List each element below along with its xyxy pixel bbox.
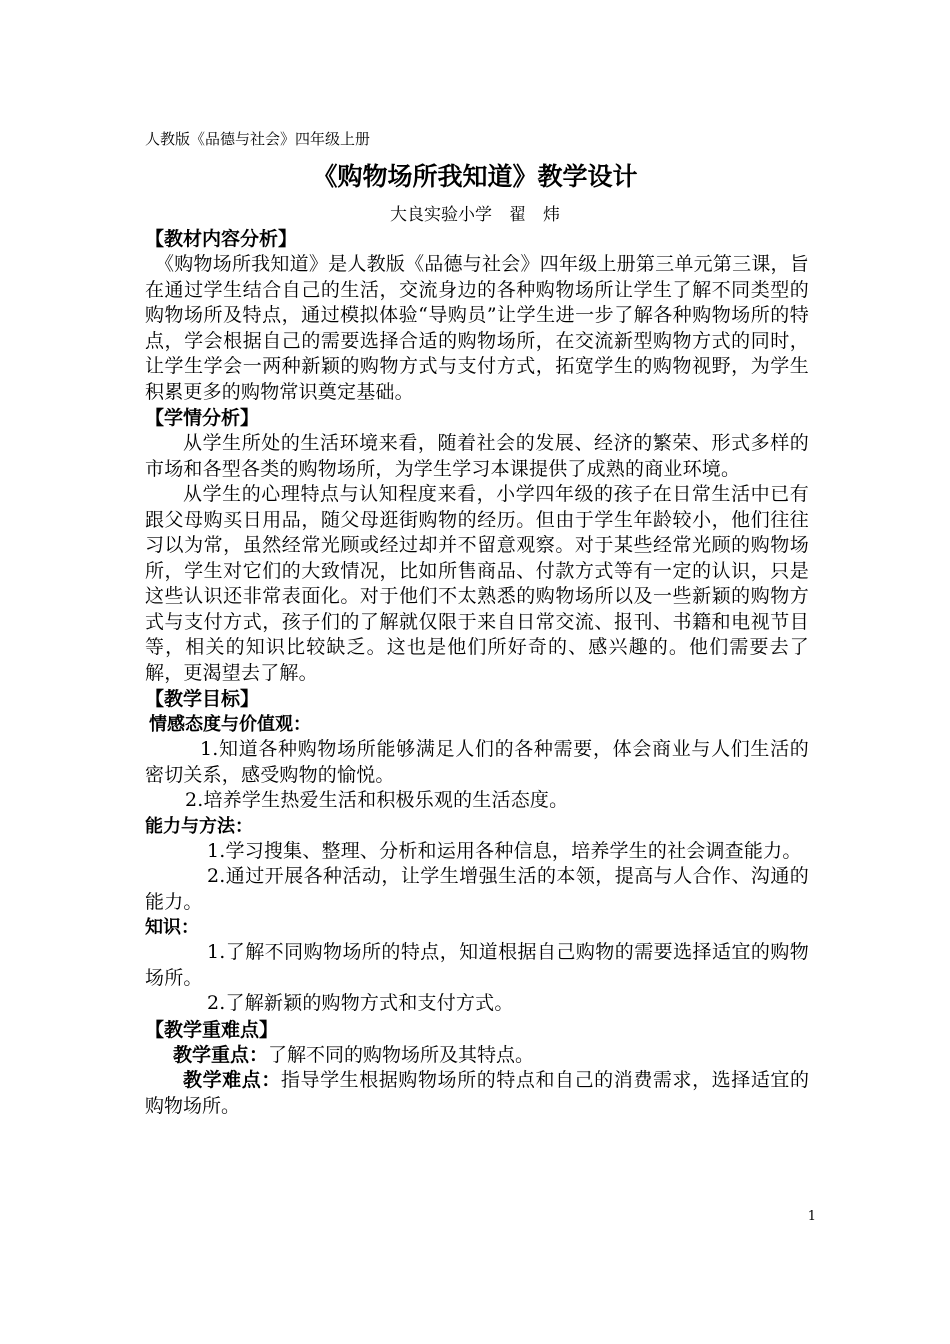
goal-heading-attitude: 情感态度与价值观： <box>149 714 311 735</box>
goal-heading-ability: 能力与方法： <box>145 815 253 837</box>
goal-heading-knowledge: 知识： <box>145 917 199 938</box>
page-number: 1 <box>807 1209 816 1224</box>
section-heading-keypoints: 【教学重难点】 <box>145 1018 279 1041</box>
document-body <box>145 226 809 1119</box>
ability-item-2: 2.通过开展各种活动，让学生增强生活的本领，提高与人合作、沟通的能力。 <box>145 865 809 913</box>
edition-line: 人教版《品德与社会》四年级上册 <box>145 130 371 148</box>
learner-paragraph-2: 从学生的心理特点与认知程度来看，小学四年级的孩子在日常生活中已有跟父母购买日用品，随父母逛街购物的经历。但由于学生年龄较小，他们往往习以为常，虽然经常光顾或经过却并不留意观察。对于某些经常光顾的购物场所，学生对它们的大致情况，比如所售商品、付款方式等有一定的认识，只是这些认识还非常表面化。对于他们不太熟悉的购物场所以及一些新颖的购物方式与支付方式，孩子们的了解就仅限于来自日常交流、报刊、书籍和电视节目等，相关的知识比较缺乏。这也是他们所好奇的、感兴趣的。他们需要去了解，更渴望去了解。 <box>145 483 809 684</box>
ability-item-1: 1.学习搜集、整理、分析和运用各种信息，培养学生的社会调查能力。 <box>207 839 802 862</box>
attitude-item-1: 1.知道各种购物场所能够满足人们的各种需要，体会商业与人们生活的密切关系，感受购物的愉悦。 <box>145 738 809 786</box>
teaching-difficulty <box>145 1068 809 1119</box>
author-line: 大良实验小学 翟 炜 <box>390 205 560 225</box>
attitude-item-2: 2.培养学生热爱生活和积极乐观的生活态度。 <box>185 789 569 811</box>
document-title: 《购物场所我知道》教学设计 <box>312 162 638 191</box>
teaching-difficulty-text: 指导学生根据购物场所的特点和自己的消费需求，选择适宜的购物场所。 <box>145 1069 809 1117</box>
learner-paragraph-1: 从学生所处的生活环境来看，随着社会的发展、经济的繁荣、形式多样的市场和各型各类的购物场所，为学生学习本课提供了成熟的商业环境。 <box>145 432 809 480</box>
teaching-focus-label: 教学重点： <box>173 1043 269 1066</box>
section-heading-learner: 【学情分析】 <box>145 407 260 429</box>
teaching-focus-text: 了解不同的购物场所及其特点。 <box>268 1043 535 1066</box>
knowledge-item-1: 1.了解不同购物场所的特点，知道根据自己购物的需要选择适宜的购物场所。 <box>145 941 809 989</box>
material-paragraph: 《购物场所我知道》是人教版《品德与社会》四年级上册第三单元第三课，旨在通过学生结合自己的生活，交流身边的各种购物场所让学生了解不同类型的购物场所及特点，通过模拟体验“导购员”让学生进一步了解各种购物场所的特点，学会根据自己的需要选择合适的购物场所，在交流新型购物方式的同时，让学生学会一两种新颖的购物方式与支付方式，拓宽学生的购物视野，为学生积累更多的购物常识奠定基础。 <box>145 253 809 403</box>
teaching-focus <box>145 1043 809 1069</box>
section-heading-goals: 【教学目标】 <box>145 688 260 710</box>
section-heading-material: 【教材内容分析】 <box>145 228 298 250</box>
teaching-difficulty-label: 教学难点： <box>183 1069 281 1091</box>
knowledge-item-2: 2.了解新颖的购物方式和支付方式。 <box>207 992 514 1014</box>
